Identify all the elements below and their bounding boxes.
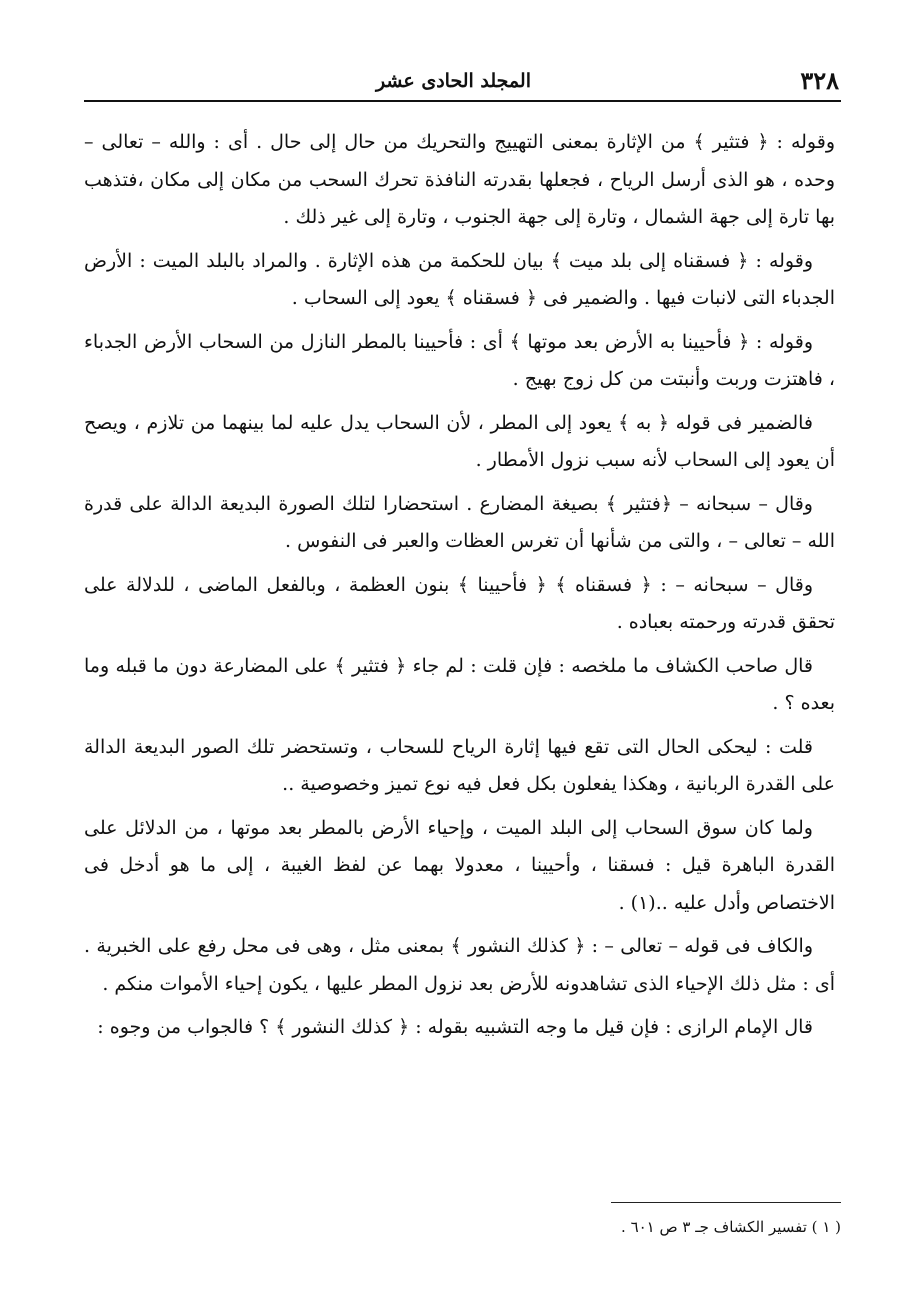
paragraph: وقوله : ﴿ فأحيينا به الأرض بعد موتها ﴾ أى : فأحيينا بالمطر النازل من السحاب الأرض الجدباء ، فاهتزت وربت وأنبتت من كل زوج بهيج . xyxy=(84,330,835,390)
paragraph: وقوله : ﴿ فسقناه إلى بلد ميت ﴾ بيان للحكمة من هذه الإثارة . والمراد بالبلد الميت : الأرض الجدباء التى لانبات فيها . والضمير فى ﴿ فسقناه ﴾ يعود إلى السحاب . xyxy=(84,249,835,309)
paragraph: والكاف فى قوله – تعالى – : ﴿ كذلك النشور ﴾ بمعنى مثل ، وهى فى محل رفع على الخبرية . أى : مثل ذلك الإحياء الذى تشاهدونه للأرض بعد نزول المطر عليها ، يكون إحياء الأموات منكم . xyxy=(84,935,835,995)
paragraph: قال الإمام الرازى : فإن قيل ما وجه التشبيه بقوله : ﴿ كذلك النشور ﴾ ؟ فالجواب من وجوه : xyxy=(97,1016,813,1038)
paragraph: ولما كان سوق السحاب إلى البلد الميت ، وإحياء الأرض بالمطر بعد موتها ، من الدلائل على القدرة الباهرة قيل : فسقنا ، وأحيينا ، معدولا بهما عن لفظ الغيبة ، إلى ما هو أدخل فى الاختصاص وأدل عليه ..(١) . xyxy=(84,816,835,914)
running-title: المجلد الحادى عشر xyxy=(375,70,531,92)
page-number: ٣٢٨ xyxy=(800,66,839,95)
paragraph: فالضمير فى قوله ﴿ به ﴾ يعود إلى المطر ، لأن السحاب يدل عليه لما بينهما من تلازم ، ويصح أن يعود إلى السحاب لأنه سبب نزول الأمطار . xyxy=(84,411,835,471)
paragraph: وقال – سبحانه – : ﴿ فسقناه ﴾ ﴿ فأحيينا ﴾ بنون العظمة ، وبالفعل الماضى ، للدلالة على تحقق قدرته ورحمته بعباده . xyxy=(84,573,835,633)
paragraph: وقوله : ﴿ فتثير ﴾ من الإثارة بمعنى التهييج والتحريك من حال إلى حال . أى : والله – تعالى – وحده ، هو الذى أرسل الرياح ، فجعلها بقدرته النافذة تحرك السحب من مكان إلى مكان ،فتذهب بها تارة إلى جهة الشمال ، وتارة إلى جهة الجنوب ، وتارة إلى غير ذلك . xyxy=(84,131,835,228)
paragraph: قال صاحب الكشاف ما ملخصه : فإن قلت : لم جاء ﴿ فتثير ﴾ على المضارعة دون ما قبله وما بعده ؟ . xyxy=(84,654,835,714)
footnote: ( ١ ) تفسير الكشاف جـ ٣ ص ٦٠١ . xyxy=(621,1218,841,1236)
footnote-divider xyxy=(611,1202,841,1203)
book-page xyxy=(84,60,841,1236)
page-body xyxy=(84,124,841,1047)
page-header xyxy=(84,60,841,102)
paragraph: وقال – سبحانه – ﴿فتثير ﴾ بصيغة المضارع . استحضارا لتلك الصورة البديعة الدالة على قدرة الله – تعالى – ، والتى من شأنها أن تغرس العظات والعبر فى النفوس . xyxy=(84,492,835,552)
paragraph: قلت : ليحكى الحال التى تقع فيها إثارة الرياح للسحاب ، وتستحضر تلك الصور البديعة الدالة على القدرة الربانية ، وهكذا يفعلون بكل فعل فيه نوع تميز وخصوصية .. xyxy=(84,735,835,795)
